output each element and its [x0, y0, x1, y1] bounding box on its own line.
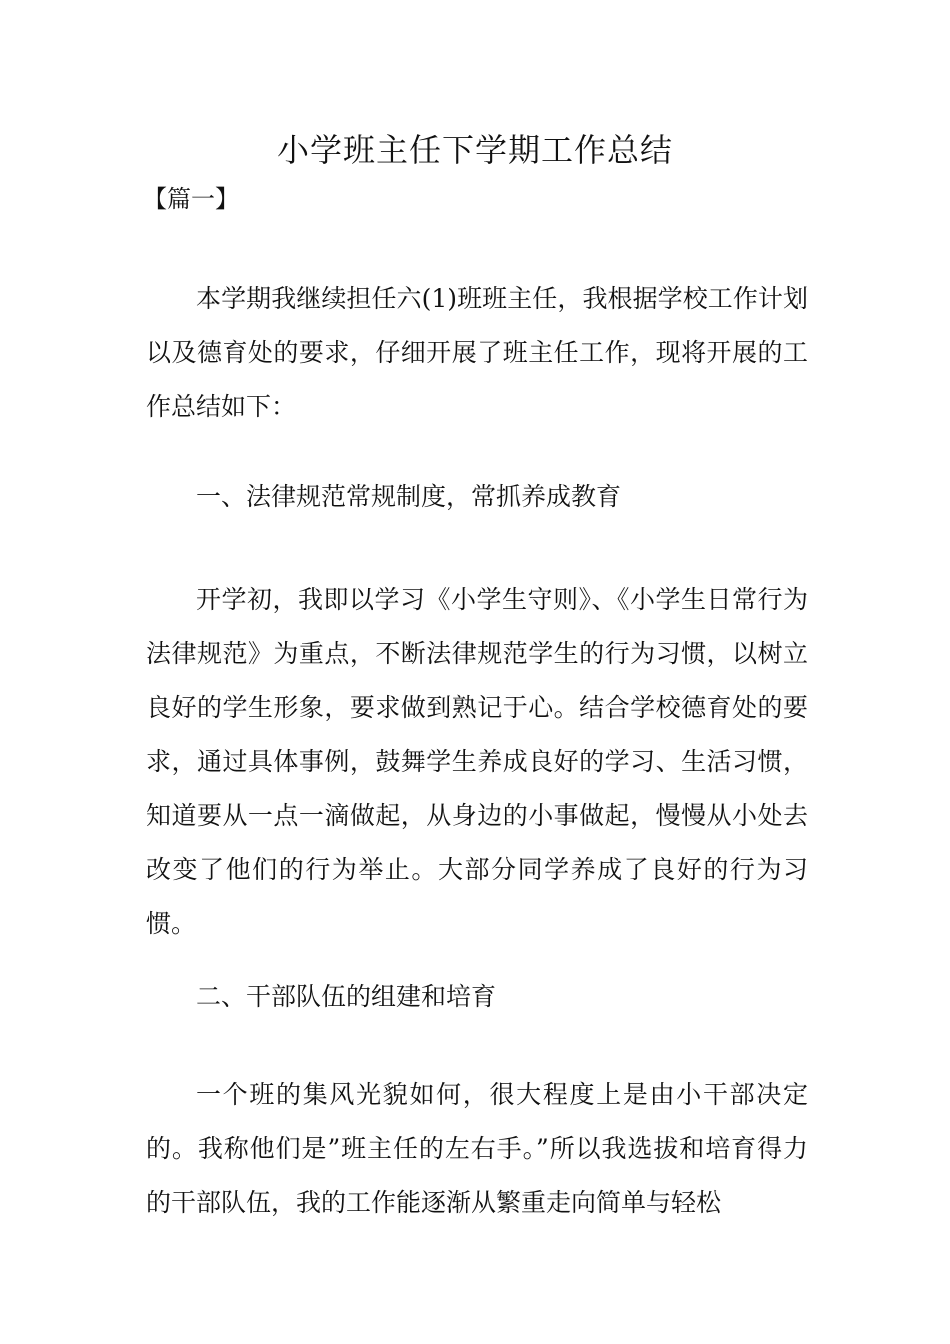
- section-tag: 【篇一】: [143, 185, 239, 213]
- paragraph-section-2: 一个班的集风光貌如何，很大程度上是由小干部决定的。我称他们是”班主任的左右手。”所以我选拔和培育得力的干部队伍，我的工作能逐渐从繁重走向简单与轻松: [146, 1080, 808, 1217]
- section-heading-2: 二、干部队伍的组建和培育: [196, 982, 497, 1011]
- paragraph-section-1: 开学初，我即以学习《小学生守则》、《小学生日常行为法律规范》为重点，不断法律规范学生的行为习惯，以树立良好的学生形象，要求做到熟记于心。结合学校德育处的要求，通过具体事例，鼓舞学生养成良好的学习、生活习惯，知道要从一点一滴做起，从身边的小事做起，慢慢从小处去改变了他们的行为举止。大部分同学养成了良好的行为习惯。: [146, 585, 808, 938]
- section-heading-1: 一、法律规范常规制度，常抓养成教育: [196, 482, 622, 511]
- paragraph-intro: 本学期我继续担任六(1)班班主任，我根据学校工作计划以及德育处的要求，仔细开展了班主任工作，现将开展的工作总结如下：: [146, 284, 808, 421]
- document-title: 小学班主任下学期工作总结: [276, 131, 673, 169]
